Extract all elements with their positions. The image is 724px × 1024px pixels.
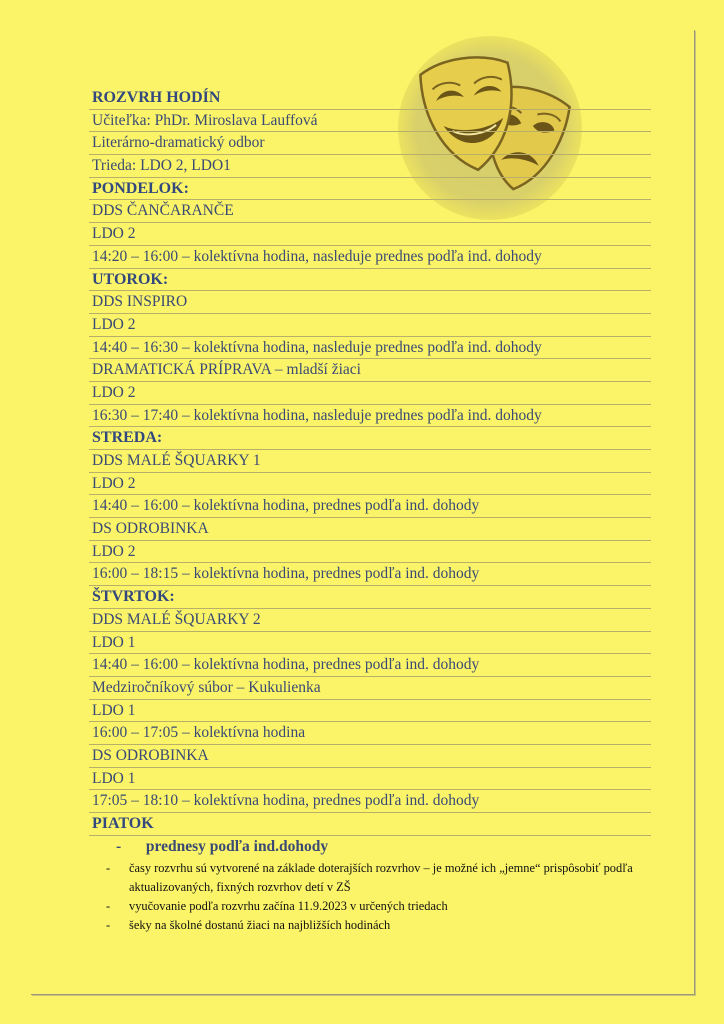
day-heading: STREDA:	[89, 427, 651, 450]
schedule-row: DS ODROBINKA	[89, 518, 651, 541]
friday-note-dash: -	[116, 838, 122, 855]
schedule-row: DDS ČANČARANČE	[89, 200, 651, 223]
schedule-row: LDO 2	[89, 541, 651, 564]
schedule-row: LDO 2	[89, 473, 651, 496]
schedule-row: LDO 2	[89, 382, 651, 405]
schedule-row: Učiteľka: PhDr. Miroslava Lauffová	[89, 110, 651, 133]
schedule-row: 14:40 – 16:30 – kolektívna hodina, nasleduje prednes podľa ind. dohody	[89, 337, 651, 360]
day-heading: PIATOK	[89, 813, 651, 836]
day-heading: ŠTVRTOK:	[89, 586, 651, 609]
schedule-row: LDO 2	[89, 223, 651, 246]
note-item	[104, 916, 644, 935]
schedule-row: LDO 2	[89, 314, 651, 337]
day-heading: UTOROK:	[89, 269, 651, 292]
note-item	[104, 859, 644, 897]
schedule-row: 16:00 – 18:15 – kolektívna hodina, prednes podľa ind. dohody	[89, 563, 651, 586]
schedule-row: 14:20 – 16:00 – kolektívna hodina, nasleduje prednes podľa ind. dohody	[89, 246, 651, 269]
schedule-row: 16:00 – 17:05 – kolektívna hodina	[89, 722, 651, 745]
schedule-row: Medziročníkový súbor – Kukulienka	[89, 677, 651, 700]
schedule-row: 14:40 – 16:00 – kolektívna hodina, prednes podľa ind. dohody	[89, 495, 651, 518]
schedule-row: DDS MALÉ ŠQUARKY 1	[89, 450, 651, 473]
schedule-row: Trieda: LDO 2, LDO1	[89, 155, 651, 178]
note-dash: -	[106, 861, 111, 875]
note-text: vyučovanie podľa rozvrhu začína 11.9.2023 v určených triedach	[129, 899, 448, 913]
note-dash: -	[106, 899, 111, 913]
schedule-row: DRAMATICKÁ PRÍPRAVA – mladší žiaci	[89, 359, 651, 382]
schedule-row: DDS INSPIRO	[89, 291, 651, 314]
friday-note	[92, 838, 328, 856]
note-text: časy rozvrhu sú vytvorené na základe doterajších rozvrhov – je možné ich „jemne“ prispôsobiť podľa aktualizovaných, fixných rozvrhov detí v ZŠ	[129, 861, 633, 894]
day-heading: PONDELOK:	[89, 178, 651, 201]
schedule-row: 16:30 – 17:40 – kolektívna hodina, nasleduje prednes podľa ind. dohody	[89, 405, 651, 428]
schedule-row: 17:05 – 18:10 – kolektívna hodina, prednes podľa ind. dohody	[89, 790, 651, 813]
friday-note-text: prednesy podľa ind.dohody	[145, 838, 329, 855]
schedule-row: LDO 1	[89, 700, 651, 723]
note-text: šeky na školné dostanú žiaci na najbližších hodinách	[129, 918, 391, 932]
schedule-row: 14:40 – 16:00 – kolektívna hodina, prednes podľa ind. dohody	[89, 654, 651, 677]
note-item	[104, 897, 644, 916]
schedule-title: ROZVRH HODÍN	[89, 87, 651, 110]
notes-list	[104, 859, 644, 935]
schedule-row: Literárno-dramatický odbor	[89, 132, 651, 155]
note-dash: -	[106, 918, 111, 932]
schedule-row: LDO 1	[89, 632, 651, 655]
schedule-table	[89, 87, 651, 836]
schedule-row: LDO 1	[89, 768, 651, 791]
schedule-row: DDS MALÉ ŠQUARKY 2	[89, 609, 651, 632]
schedule-row: DS ODROBINKA	[89, 745, 651, 768]
